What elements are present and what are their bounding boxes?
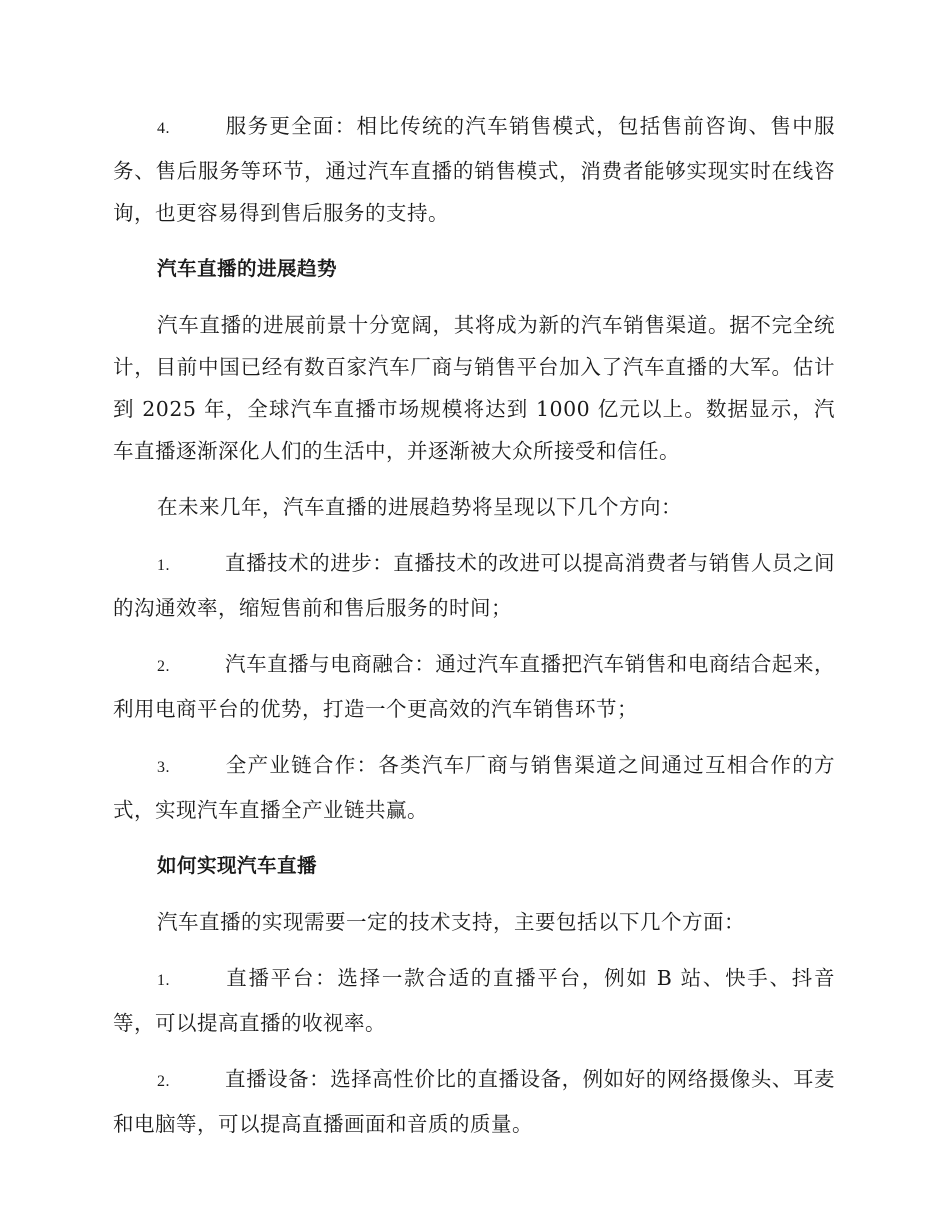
list-item-platform bbox=[113, 957, 835, 1044]
list-number: 4. bbox=[157, 120, 170, 137]
list-number: 3. bbox=[157, 759, 170, 776]
list-item-ecommerce bbox=[113, 643, 835, 730]
list-item-text: 直播平台：选择一款合适的直播平台，例如 B 站、快手、抖音等，可以提高直播的收视率。 bbox=[113, 966, 835, 1035]
paragraph-directions-intro: 在未来几年，汽车直播的进展趋势将呈现以下几个方向： bbox=[157, 495, 682, 519]
document-page bbox=[113, 105, 835, 1159]
list-item-tech-progress bbox=[113, 542, 835, 629]
list-number: 1. bbox=[157, 972, 170, 989]
section-heading-trends: 汽车直播的进展趋势 bbox=[157, 257, 338, 280]
list-item-industry-chain bbox=[113, 744, 835, 831]
section-heading-how-to: 如何实现汽车直播 bbox=[157, 854, 318, 877]
list-item-text: 直播技术的进步：直播技术的改进可以提高消费者与销售人员之间的沟通效率，缩短售前和售后服务的时间； bbox=[113, 551, 835, 620]
list-item-text: 汽车直播与电商融合：通过汽车直播把汽车销售和电商结合起来，利用电商平台的优势，打造一个更高效的汽车销售环节； bbox=[113, 652, 835, 721]
paragraph-prospects: 汽车直播的进展前景十分宽阔，其将成为新的汽车销售渠道。据不完全统计，目前中国已经有数百家汽车厂商与销售平台加入了汽车直播的大军。估计到 2025 年，全球汽车直播市场规模将达到 1000 亿元以上。数据显示，汽车直播逐渐深化人们的生活中，并逐渐被大众所接受和信任。 bbox=[113, 313, 835, 463]
list-item-text: 服务更全面：相比传统的汽车销售模式，包括售前咨询、售中服务、售后服务等环节，通过汽车直播的销售模式，消费者能够实现实时在线咨询，也更容易得到售后服务的支持。 bbox=[113, 114, 835, 225]
list-item-service bbox=[113, 105, 835, 234]
list-item-text: 直播设备：选择高性价比的直播设备，例如好的网络摄像头、耳麦和电脑等，可以提高直播画面和音质的质量。 bbox=[113, 1067, 835, 1136]
list-number: 1. bbox=[157, 557, 170, 574]
list-number: 2. bbox=[157, 658, 170, 675]
list-number: 2. bbox=[157, 1073, 170, 1090]
paragraph-requirements-intro: 汽车直播的实现需要一定的技术支持，主要包括以下几个方面： bbox=[157, 910, 745, 934]
list-item-equipment bbox=[113, 1058, 835, 1145]
list-item-text: 全产业链合作：各类汽车厂商与销售渠道之间通过互相合作的方式，实现汽车直播全产业链共赢。 bbox=[113, 753, 835, 822]
